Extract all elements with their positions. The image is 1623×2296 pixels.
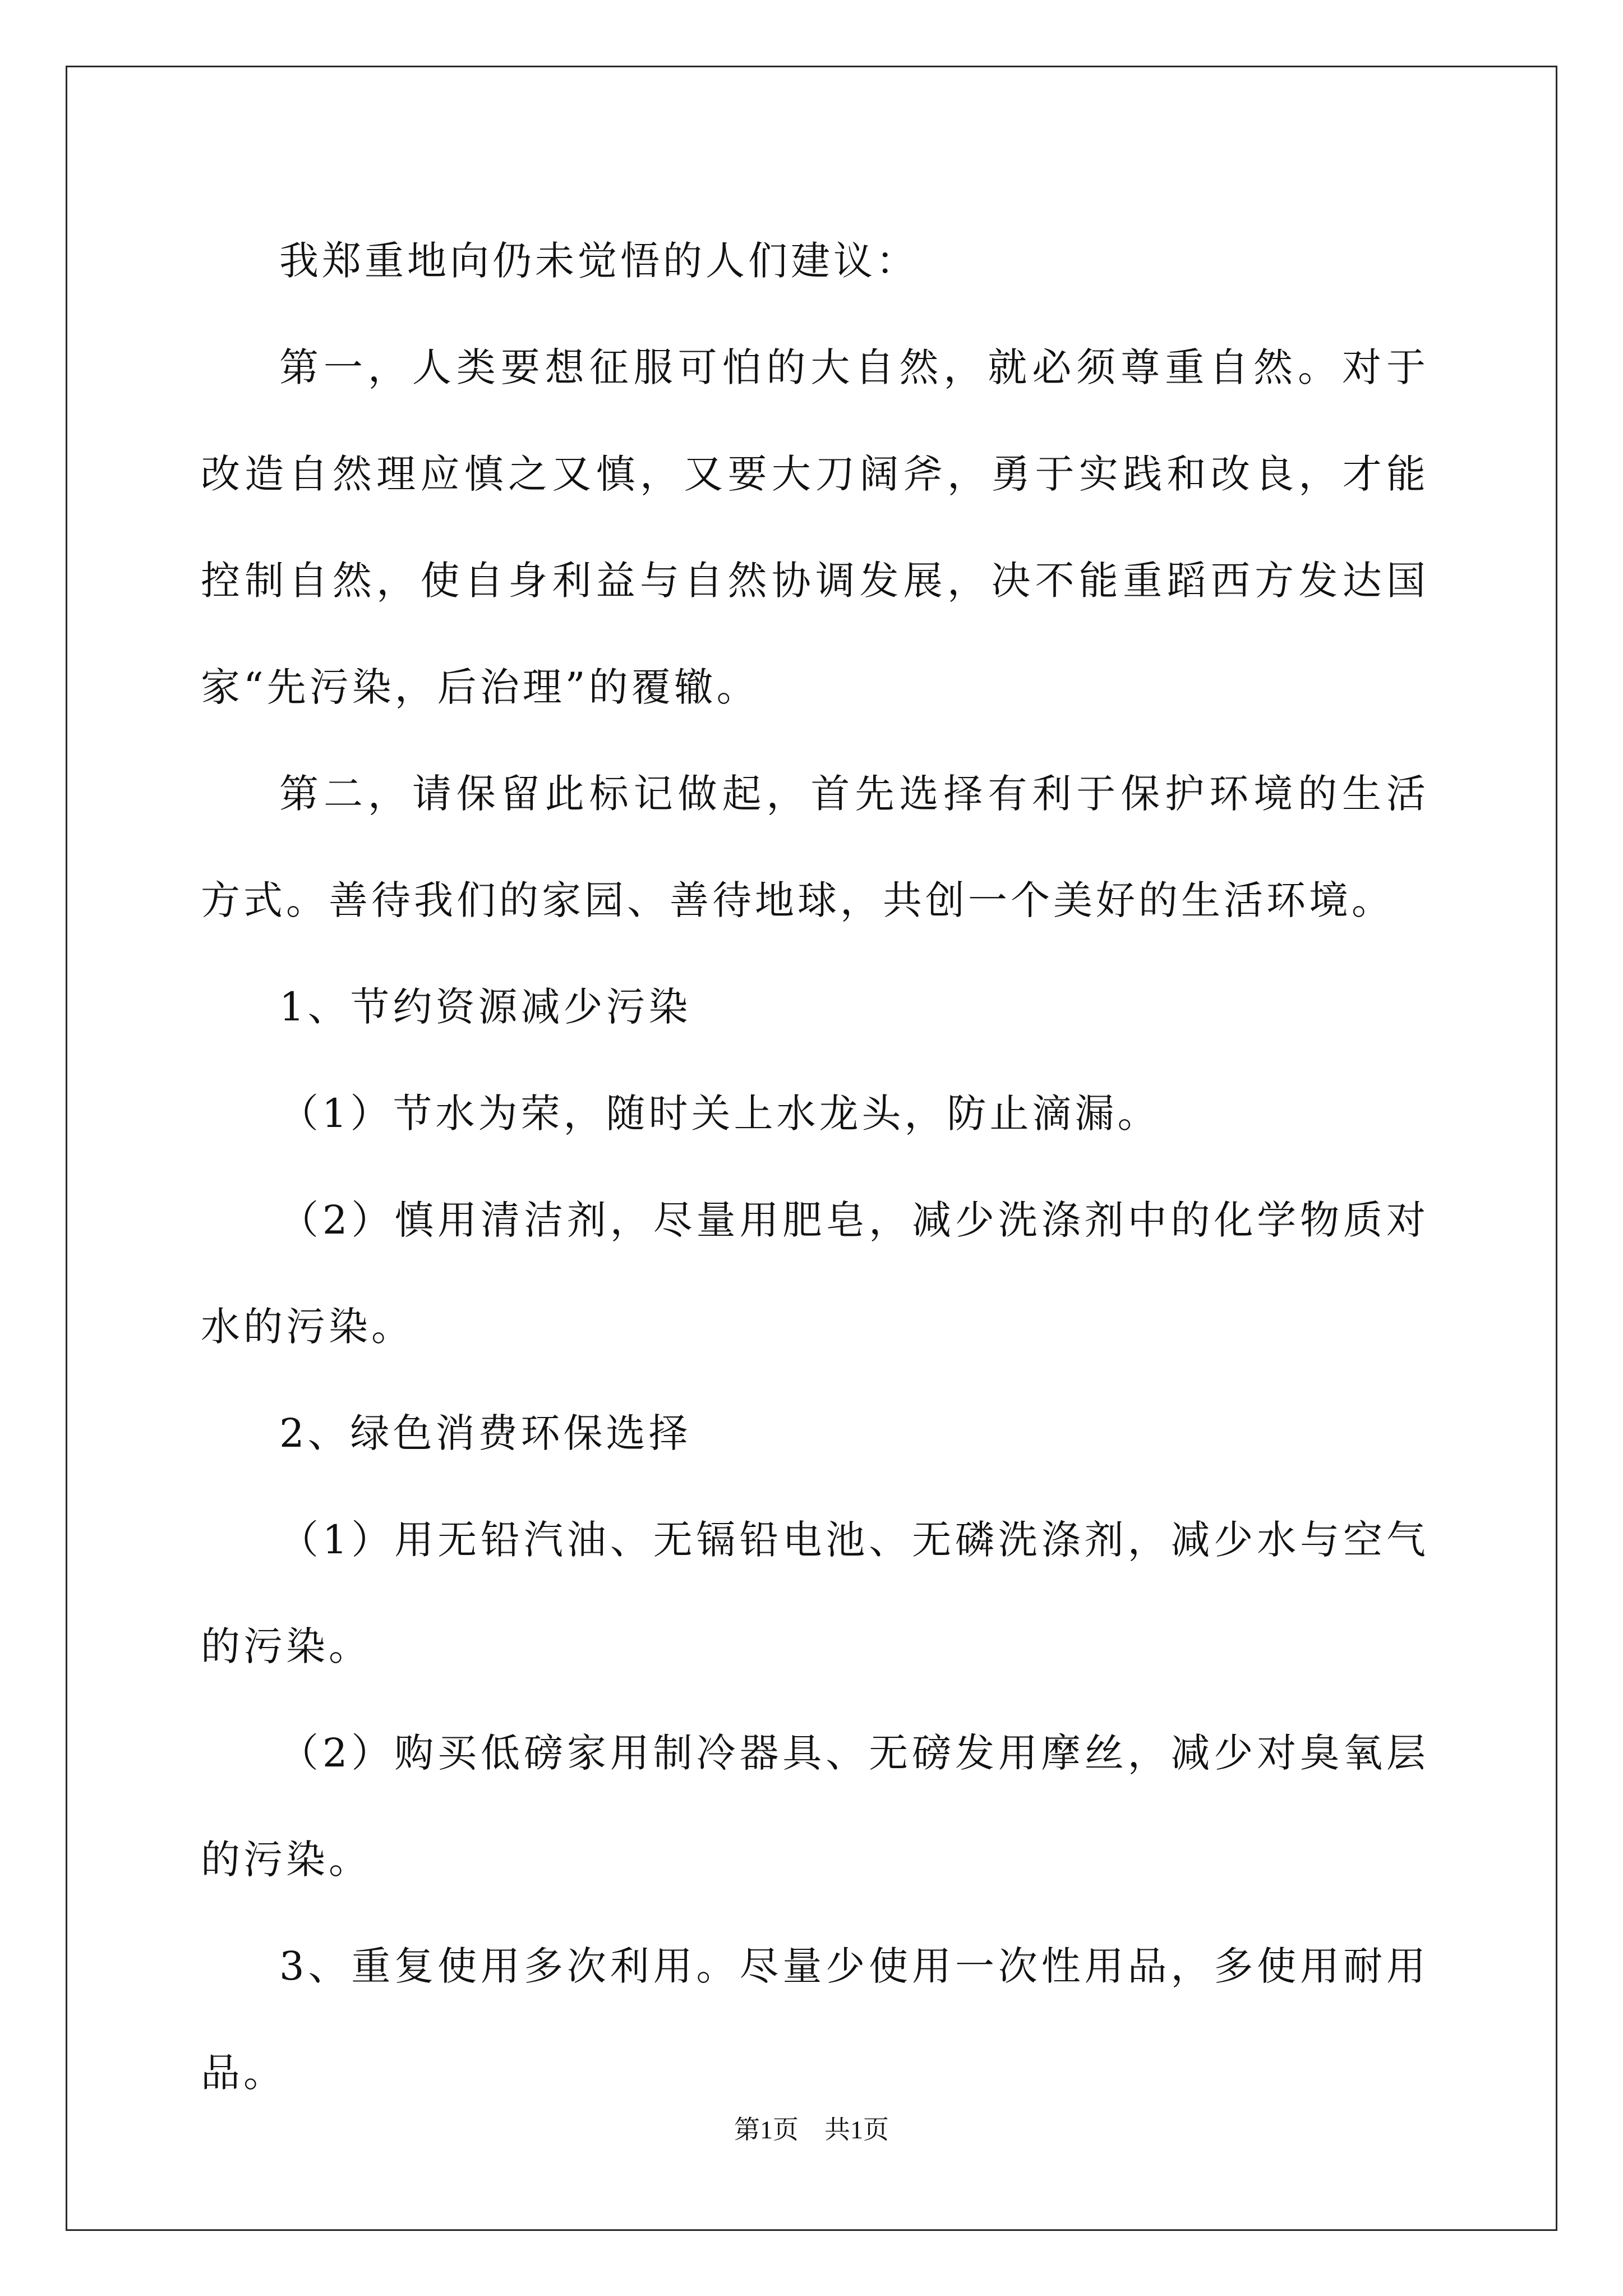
list-item-low-cfc: （2）购买低磅家用制冷器具、无磅发用摩丝，减少对臭氧层的污染。 (201, 1730, 1429, 1883)
paragraph-first-point: 第一，人类要想征服可怕的大自然，就必须尊重自然。对于改造自然理应慎之又慎，又要大刀阔斧，勇于实践和改良，才能控制自然，使自身利益与自然协调发展，决不能重蹈西方发达国家“先污染，后治理”的覆辙。 (201, 344, 1429, 710)
heading-green-consumption: 2、绿色消费环保选择 (279, 1410, 691, 1456)
paragraph-reuse: 3、重复使用多次利用。尽量少使用一次性用品，多使用耐用品。 (201, 1943, 1429, 2096)
paragraph-intro: 我郑重地向仍未觉悟的人们建议： (279, 238, 919, 284)
list-item-unleaded: （1）用无铅汽油、无镉铅电池、无磷洗涤剂，减少水与空气的污染。 (201, 1517, 1429, 1669)
list-item-detergent: （2）慎用清洁剂，尽量用肥皂，减少洗涤剂中的化学物质对水的污染。 (201, 1197, 1429, 1350)
paragraph-second-point: 第二，请保留此标记做起，首先选择有利于保护环境的生活方式。善待我们的家园、善待地球，共创一个美好的生活环境。 (201, 771, 1429, 923)
list-item-save-water: （1）节水为荣，随时关上水龙头，防止滴漏。 (279, 1091, 1160, 1137)
document-body (201, 208, 1429, 2126)
heading-save-resources: 1、节约资源减少污染 (279, 984, 691, 1030)
page-number: 第1页 共1页 (734, 2115, 889, 2144)
